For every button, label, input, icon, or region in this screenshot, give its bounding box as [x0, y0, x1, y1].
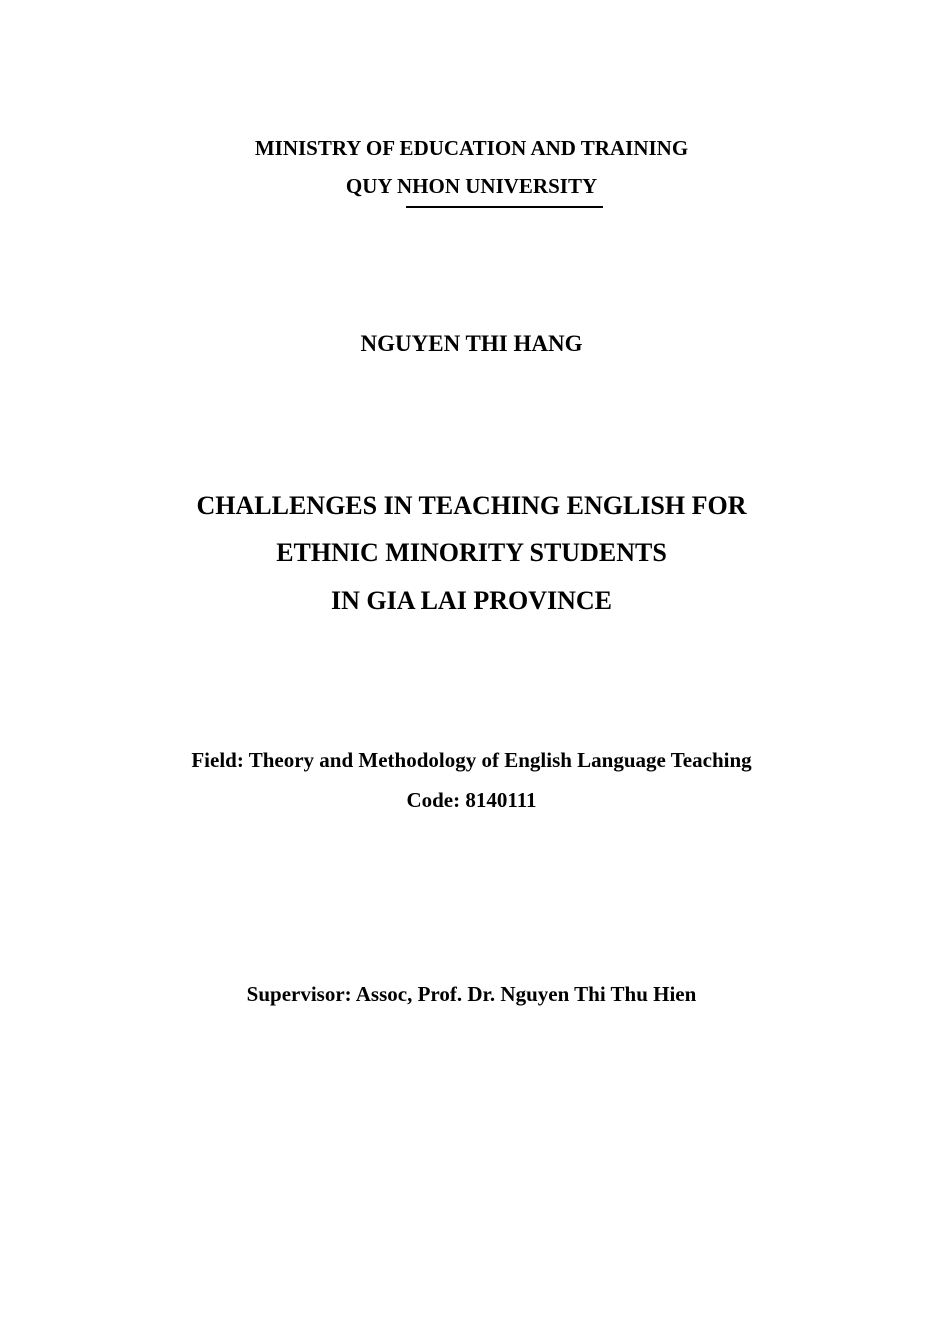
university-name: QUY NHON UNIVERSITY	[345, 174, 598, 198]
field-of-study: Field: Theory and Methodology of English Language Teaching	[191, 748, 752, 772]
supervisor: Supervisor: Assoc, Prof. Dr. Nguyen Thi Thu Hien	[246, 982, 697, 1006]
thesis-title-line-1: CHALLENGES IN TEACHING ENGLISH FOR	[196, 491, 747, 520]
thesis-title-line-3: IN GIA LAI PROVINCE	[331, 586, 612, 615]
ministry-name: MINISTRY OF EDUCATION AND TRAINING	[254, 136, 689, 160]
thesis-title-line-2: ETHNIC MINORITY STUDENTS	[276, 538, 667, 567]
program-code: Code: 8140111	[406, 788, 537, 812]
header-divider	[406, 206, 603, 208]
author-name: NGUYEN THI HANG	[360, 331, 583, 356]
